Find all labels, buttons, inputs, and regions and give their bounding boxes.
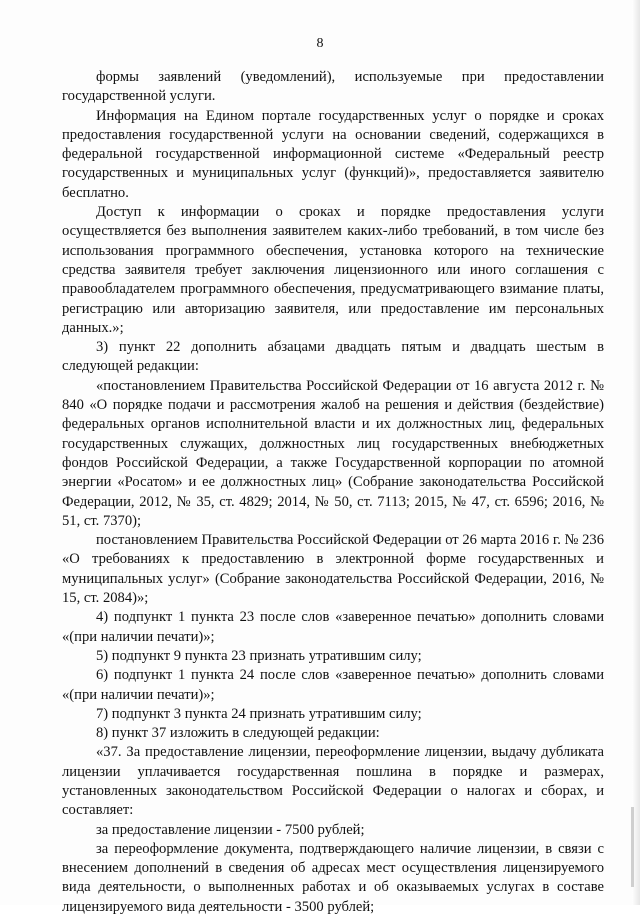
paragraph: формы заявлений (уведомлений), используемые при предоставлении государственной услуги. xyxy=(62,69,604,105)
page-number: 8 xyxy=(316,36,324,51)
paragraph: 4) подпункт 1 пункта 23 после слов «заверенное печатью» дополнить словами «(при наличии печати)»; xyxy=(62,609,604,645)
paragraph: за предоставление лицензии - 7500 рублей; xyxy=(96,821,365,838)
paragraph: постановлением Правительства Российской Федерации от 26 марта 2016 г. № 236 «О требованиях к предоставлению в электронной форме государственных и муниципальных услуг» (Собрание законодательства Российской Федерации, 2016, № 15, ст. 2084)»; xyxy=(62,532,604,607)
paragraph: 6) подпункт 1 пункта 24 после слов «заверенное печатью» дополнить словами «(при наличии печати)»; xyxy=(62,667,604,703)
paragraph: 5) подпункт 9 пункта 23 признать утратившим силу; xyxy=(96,647,422,664)
document-body xyxy=(62,68,604,917)
paragraph: 7) подпункт 3 пункта 24 признать утратившим силу; xyxy=(96,705,422,722)
paragraph: «37. За предоставление лицензии, переоформление лицензии, выдачу дубликата лицензии уплачивается государственная пошлина в порядке и размерах, установленных законодательством Российской Федерации о налогах и сборах, и составляет: xyxy=(62,744,604,819)
paragraph: Информация на Едином портале государственных услуг о порядке и сроках предоставления государственной услуги на основании сведений, содержащихся в федеральной государственной информационной системе «Федеральный реестр государственных и муниципальных услуг (функций)», предоставляется заявителю бесплатно. xyxy=(62,107,604,201)
paragraph: «постановлением Правительства Российской Федерации от 16 августа 2012 г. № 840 «О порядке подачи и рассмотрения жалоб на решения и действия (бездействие) федеральных органов исполнительной власти и их должностных лиц, федеральных государственных служащих, должностных лиц государственных внебюджетных фондов Российской Федерации, а также Государственной корпорации по атомной энергии «Росатом» и ее должностных лиц» (Собрание законодательства Российской Федерации, 2012, № 35, ст. 4829; 2014, № 50, ст. 7113; 2015, № 47, ст. 6596; 2016, № 51, ст. 7370); xyxy=(62,377,604,529)
paragraph: за переоформление документа, подтверждающего наличие лицензии, в связи с внесением дополнений в сведения об адресах мест осуществления лицензируемого вида деятельности, о выполненных работах и об оказываемых услугах в составе лицензируемого вида деятельности - 3500 рублей; xyxy=(62,840,604,915)
paragraph: 3) пункт 22 дополнить абзацами двадцать пятым и двадцать шестым в следующей редакции: xyxy=(62,339,604,375)
scan-edge-shadow xyxy=(632,0,640,905)
paragraph: Доступ к информации о сроках и порядке предоставления услуги осуществляется без выполнения заявителем каких-либо требований, в том числе без использования программного обеспечения, установка которого на технические средства заявителя требует заключения лицензионного или иного соглашения с правообладателем программного обеспечения, предусматривающего взимание платы, регистрацию или авторизацию заявителя, или предоставление им персональных данных.»; xyxy=(62,204,604,336)
paragraph: 8) пункт 37 изложить в следующей редакции: xyxy=(96,725,380,742)
scan-artifact xyxy=(631,807,634,887)
